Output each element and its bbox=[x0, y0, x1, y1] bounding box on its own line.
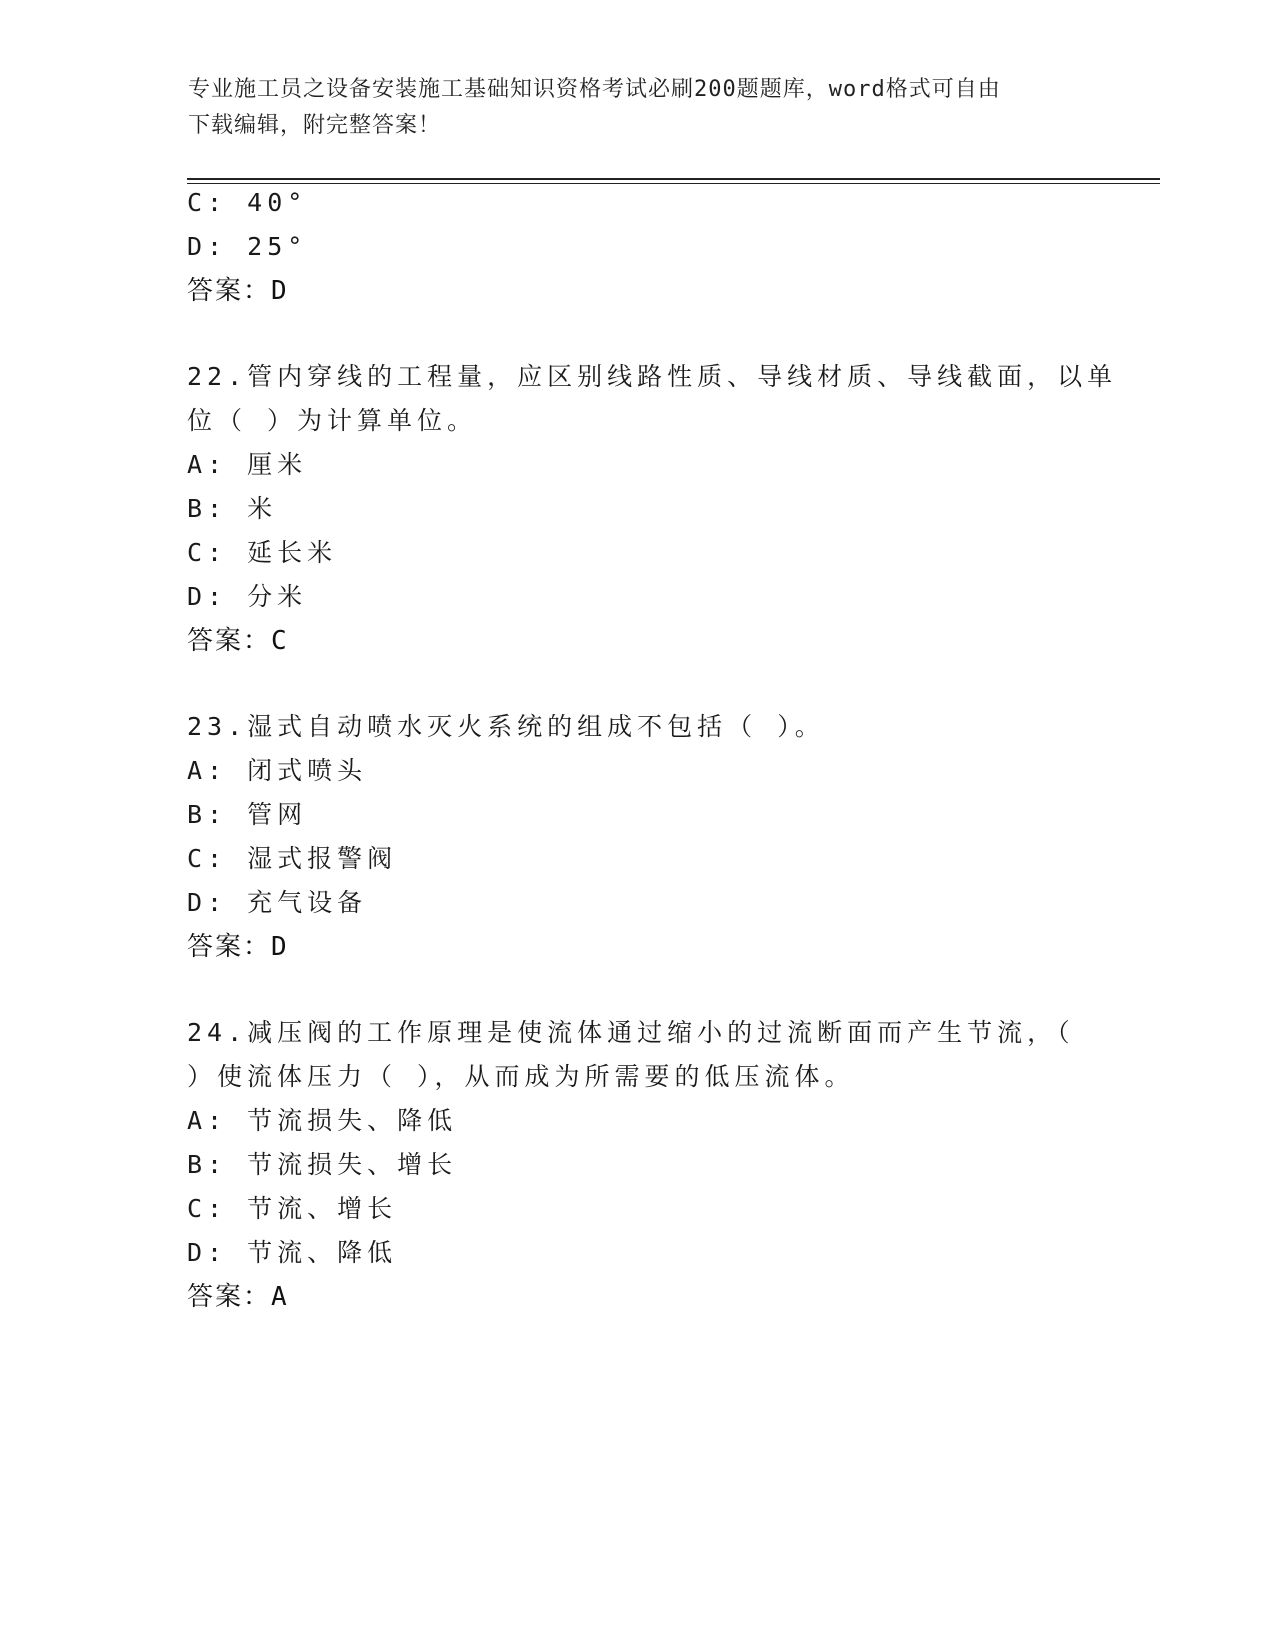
option-text: 节流、增长 bbox=[247, 1194, 398, 1223]
question-22-answer bbox=[187, 624, 289, 658]
answer-value: D bbox=[271, 276, 289, 306]
document-header bbox=[188, 72, 1078, 144]
option-label: D: bbox=[187, 232, 228, 261]
question-23-answer bbox=[187, 930, 289, 964]
option-label: A: bbox=[187, 1106, 228, 1135]
option-c bbox=[187, 186, 307, 220]
option-text: 湿式报警阀 bbox=[247, 844, 398, 873]
question-23-option-c bbox=[187, 842, 397, 876]
question-22-option-b bbox=[187, 492, 277, 526]
question-23-option-a bbox=[187, 754, 367, 788]
option-label: B: bbox=[187, 494, 228, 523]
header-divider-thick bbox=[187, 178, 1160, 180]
option-text: 25° bbox=[247, 232, 308, 261]
answer-value: A bbox=[271, 1282, 289, 1312]
option-label: B: bbox=[187, 800, 228, 829]
option-label: C: bbox=[187, 538, 228, 567]
question-22-stem-line-2: 位（ ）为计算单位。 bbox=[187, 406, 478, 435]
option-d bbox=[187, 230, 307, 264]
option-label: C: bbox=[187, 188, 228, 217]
option-text: 分米 bbox=[247, 582, 308, 611]
option-text: 充气设备 bbox=[247, 888, 368, 917]
answer-label: 答案： bbox=[187, 1282, 272, 1312]
option-text: 40° bbox=[247, 188, 308, 217]
answer-label: 答案： bbox=[187, 276, 272, 306]
question-22-option-c bbox=[187, 536, 337, 570]
option-label: D: bbox=[187, 1238, 228, 1267]
option-label: C: bbox=[187, 1194, 228, 1223]
question-23-stem-line-1: 23.湿式自动喷水灭火系统的组成不包括（ ）。 bbox=[187, 712, 825, 741]
question-24-stem-line-2: ）使流体压力（ ），从而成为所需要的低压流体。 bbox=[187, 1062, 855, 1091]
question-23-option-d bbox=[187, 886, 367, 920]
option-label: B: bbox=[187, 1150, 228, 1179]
question-23-option-b bbox=[187, 798, 307, 832]
header-divider-thin bbox=[187, 183, 1160, 184]
option-text: 节流损失、增长 bbox=[247, 1150, 458, 1179]
answer-value: D bbox=[271, 932, 289, 962]
option-label: C: bbox=[187, 844, 228, 873]
header-line-2: 下载编辑，附完整答案！ bbox=[188, 113, 442, 138]
option-text: 闭式喷头 bbox=[247, 756, 368, 785]
answer-line bbox=[187, 274, 289, 308]
option-text: 节流损失、降低 bbox=[247, 1106, 458, 1135]
answer-value: C bbox=[271, 626, 289, 656]
option-label: A: bbox=[187, 450, 228, 479]
question-24-stem-line-1: 24.减压阀的工作原理是使流体通过缩小的过流断面而产生节流，（ bbox=[187, 1018, 1075, 1047]
answer-label: 答案： bbox=[187, 626, 272, 656]
answer-label: 答案： bbox=[187, 932, 272, 962]
question-24-option-b bbox=[187, 1148, 457, 1182]
question-24-option-c bbox=[187, 1192, 397, 1226]
question-22-option-d bbox=[187, 580, 307, 614]
option-text: 管网 bbox=[247, 800, 308, 829]
option-label: D: bbox=[187, 582, 228, 611]
option-text: 延长米 bbox=[247, 538, 338, 567]
option-text: 厘米 bbox=[247, 450, 308, 479]
question-24-option-a bbox=[187, 1104, 457, 1138]
question-24-option-d bbox=[187, 1236, 397, 1270]
option-label: A: bbox=[187, 756, 228, 785]
question-22-stem-line-1: 22.管内穿线的工程量，应区别线路性质、导线材质、导线截面，以单 bbox=[187, 362, 1118, 391]
option-text: 节流、降低 bbox=[247, 1238, 398, 1267]
question-24-answer bbox=[187, 1280, 289, 1314]
option-text: 米 bbox=[247, 494, 278, 523]
question-22-option-a bbox=[187, 448, 307, 482]
option-label: D: bbox=[187, 888, 228, 917]
header-line-1: 专业施工员之设备安装施工基础知识资格考试必刷200题题库，word格式可自由 bbox=[188, 77, 1001, 102]
